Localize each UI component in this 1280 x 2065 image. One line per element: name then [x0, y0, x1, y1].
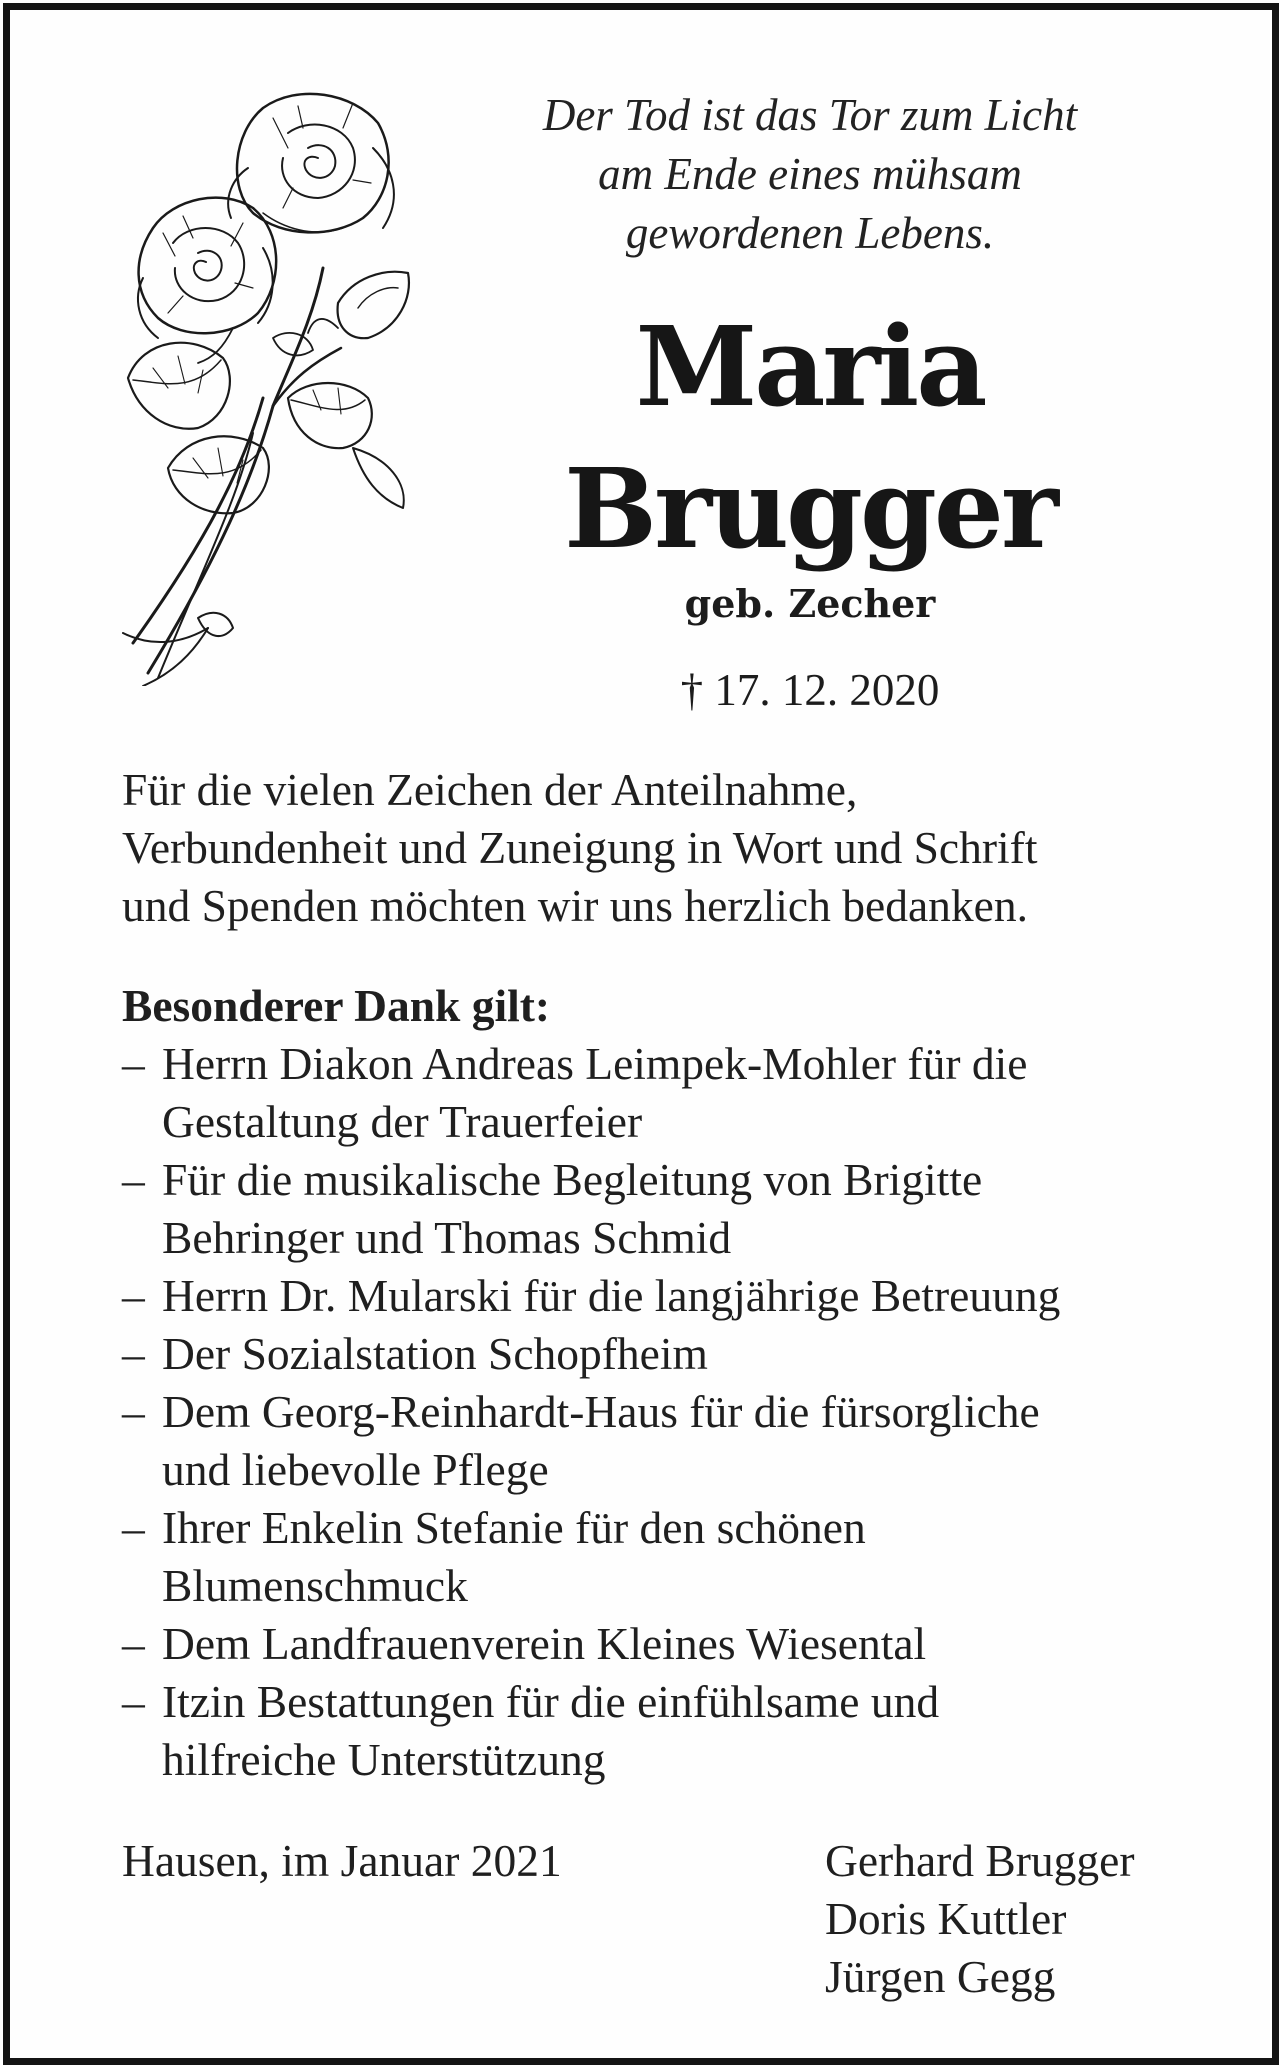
list-item-line: Ihrer Enkelin Stefanie für den schönen — [162, 1502, 866, 1553]
special-thanks-heading: Besonderer Dank gilt: — [122, 980, 551, 1031]
motto-line: Der Tod ist das Tor zum Licht — [542, 90, 1078, 140]
list-item — [122, 1325, 1182, 1383]
list-item-line: Dem Landfrauenverein Kleines Wiesental — [162, 1618, 927, 1669]
list-item-line: Blumenschmuck — [162, 1560, 468, 1611]
gratitude-line: Für die vielen Zeichen der Anteilnahme, — [122, 764, 858, 815]
list-item — [122, 1267, 1182, 1325]
special-thanks-list — [122, 1035, 1182, 1789]
list-item-line: und liebevolle Pflege — [162, 1444, 549, 1495]
list-item-line: Gestaltung der Trauerfeier — [162, 1096, 643, 1147]
list-item — [122, 1615, 1182, 1673]
list-item-line: Dem Georg-Reinhardt-Haus für die fürsorgliche — [162, 1386, 1040, 1437]
dash-bullet: – — [122, 1038, 145, 1089]
list-item-line: Herrn Dr. Mularski für die langjährige Betreuung — [162, 1270, 1061, 1321]
list-item-line: Der Sozialstation Schopfheim — [162, 1328, 708, 1379]
signer-name: Gerhard Brugger — [825, 1835, 1135, 1886]
deceased-name — [465, 296, 1155, 580]
death-date: † 17. 12. 2020 — [680, 665, 940, 715]
obituary-notice — [3, 3, 1279, 2065]
gratitude-paragraph — [122, 761, 1182, 935]
signer-name: Doris Kuttler — [825, 1893, 1067, 1944]
list-item-line: Herrn Diakon Andreas Leimpek-Mohler für die — [162, 1038, 1028, 1089]
list-item — [122, 1151, 1182, 1267]
list-item-line: Für die musikalische Begleitung von Brigitte — [162, 1154, 983, 1205]
list-item-line: Behringer und Thomas Schmid — [162, 1212, 732, 1263]
list-item — [122, 1673, 1182, 1789]
dash-bullet: – — [122, 1154, 145, 1205]
list-item — [122, 1499, 1182, 1615]
motto-verse — [475, 86, 1145, 263]
gratitude-line: Verbundenheit und Zuneigung in Wort und Schrift — [122, 822, 1038, 873]
first-name: Maria — [635, 302, 985, 431]
gratitude-line: und Spenden möchten wir uns herzlich bedanken. — [122, 880, 1028, 931]
rose-illustration — [113, 88, 448, 686]
place-date: Hausen, im Januar 2021 — [122, 1835, 562, 1886]
dash-bullet: – — [122, 1328, 145, 1379]
dash-bullet: – — [122, 1270, 145, 1321]
list-item — [122, 1383, 1182, 1499]
list-item-line: hilfreiche Unterstützung — [162, 1734, 606, 1785]
signers — [825, 1832, 1135, 2006]
motto-line: gewordenen Lebens. — [625, 208, 995, 258]
notice-body — [122, 761, 1182, 1789]
motto-line: am Ende eines mühsam — [598, 149, 1022, 199]
dash-bullet: – — [122, 1676, 145, 1727]
dash-bullet: – — [122, 1618, 145, 1669]
birth-name: geb. Zecher — [684, 581, 936, 626]
signer-name: Jürgen Gegg — [825, 1951, 1056, 2002]
list-item-line: Itzin Bestattungen für die einfühlsame und — [162, 1676, 940, 1727]
dash-bullet: – — [122, 1386, 145, 1437]
last-name: Brugger — [564, 444, 1056, 573]
list-item — [122, 1035, 1182, 1151]
dash-bullet: – — [122, 1502, 145, 1553]
